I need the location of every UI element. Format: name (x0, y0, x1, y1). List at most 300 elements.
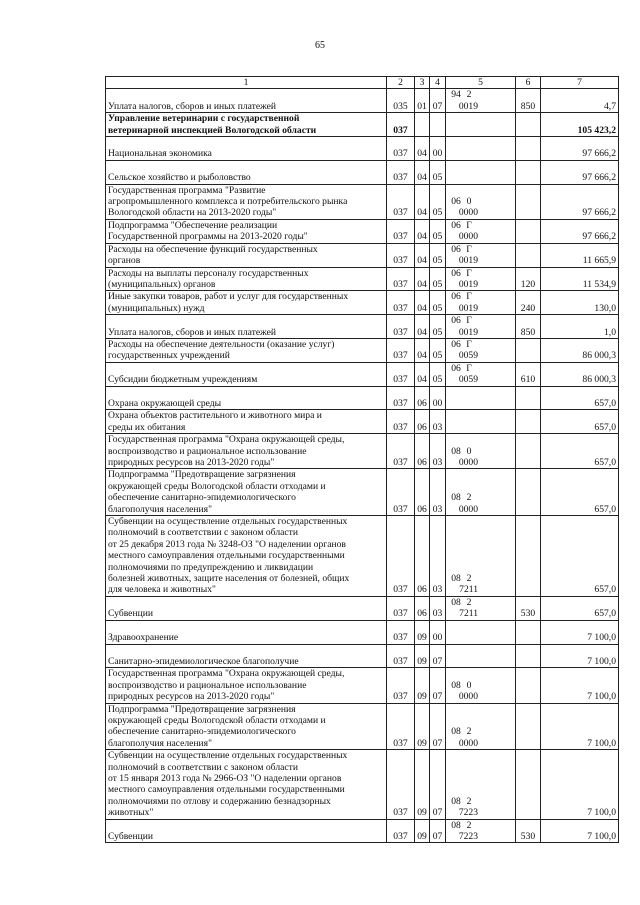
row-name (106, 160, 387, 184)
table-row (106, 410, 619, 434)
row-name-line: Охрана окружающей среды (108, 397, 222, 409)
row-name-line: Уплата налогов, сборов и иных платежей (108, 326, 277, 338)
target-article-part: 08 (451, 726, 461, 738)
table-row (106, 469, 619, 516)
ministry-code: 037 (387, 362, 415, 386)
target-article-part: 7223 (458, 807, 478, 819)
row-name (106, 291, 387, 315)
target-article-part: 7211 (459, 608, 478, 620)
target-article-code (446, 434, 516, 469)
subsection-code: 05 (430, 219, 446, 243)
row-name-line: Субвенции (108, 608, 153, 620)
row-name-line: Субсидии бюджетным учреждениям (108, 374, 258, 386)
table-row (106, 750, 619, 819)
section-code: 06 (415, 434, 430, 469)
target-article-part: 0000 (458, 231, 478, 243)
section-code: 09 (415, 644, 430, 668)
target-article-code (446, 113, 516, 137)
ministry-code: 037 (387, 291, 415, 315)
ministry-code: 037 (387, 160, 415, 184)
row-name-line: Управление ветеринарии с государственной (108, 113, 300, 125)
table-row (106, 338, 619, 362)
row-name-line: Подпрограмма "Предотвращение загрязнения (108, 469, 296, 481)
expense-type-code (516, 410, 541, 434)
row-name (106, 620, 387, 644)
row-name (106, 219, 387, 243)
amount: 7 100,0 (541, 750, 619, 819)
target-article-part: 08 (451, 573, 461, 585)
ministry-code: 037 (387, 434, 415, 469)
expense-type-code: 240 (516, 291, 541, 315)
row-name-line: обеспечение санитарно-эпидемиологического (108, 492, 296, 504)
amount: 97 666,2 (541, 137, 619, 161)
target-article-part: 06 (451, 243, 461, 255)
row-name-line: полномочий в соответствии с законом области (108, 761, 298, 773)
expense-type-code: 850 (516, 315, 541, 339)
table-row (106, 362, 619, 386)
ministry-code: 037 (387, 315, 415, 339)
expense-type-code (516, 184, 541, 219)
section-code: 01 (415, 89, 430, 113)
column-header: 1 (106, 77, 387, 89)
row-name-line: органов (108, 255, 141, 267)
row-name-line: (муниципальных) органов (108, 278, 216, 290)
row-name (106, 113, 387, 137)
subsection-code: 03 (430, 434, 446, 469)
expense-type-code (516, 516, 541, 597)
column-header: 5 (446, 77, 516, 89)
target-article-part: 2 (466, 573, 472, 585)
expense-type-code: 120 (516, 267, 541, 291)
amount: 97 666,2 (541, 160, 619, 184)
row-name-line: агропромышленного комплекса и потребительского рынка (108, 196, 348, 208)
target-article-part: 0019 (458, 302, 478, 314)
subsection-code: 07 (430, 819, 446, 843)
row-name-line: местного самоуправления отдельными государственными (108, 550, 345, 562)
row-name-line: Сельское хозяйство и рыболовство (108, 172, 251, 184)
target-article-part: 94 (451, 89, 461, 101)
row-name-line: Государственная программа "Охрана окружающей среды, (108, 668, 345, 680)
ministry-code: 037 (387, 668, 415, 703)
row-name (106, 386, 387, 410)
amount: 7 100,0 (541, 819, 619, 843)
section-code: 04 (415, 291, 430, 315)
row-name-line: Субвенции на осуществление отдельных государственных (108, 516, 348, 528)
amount: 11 665,9 (541, 243, 619, 267)
ministry-code: 037 (387, 410, 415, 434)
target-article-code (446, 89, 516, 113)
column-header: 2 (387, 77, 415, 89)
ministry-code: 037 (387, 137, 415, 161)
ministry-code: 037 (387, 703, 415, 750)
row-name-line: окружающей среды Вологодской области отходами и (108, 714, 326, 726)
target-article-part: 0 (466, 196, 472, 208)
row-name (106, 243, 387, 267)
row-name-line: Субвенции (108, 831, 153, 842)
amount: 7 100,0 (541, 644, 619, 668)
amount: 86 000,3 (541, 362, 619, 386)
expense-type-code (516, 644, 541, 668)
row-name-line: полномочиями по предупреждению и ликвидации (108, 561, 314, 573)
section-code: 04 (415, 315, 430, 339)
expense-type-code: 530 (516, 596, 541, 620)
subsection-code (430, 113, 446, 137)
subsection-code: 05 (430, 291, 446, 315)
row-name-line: воспроизводство и рациональное использование (108, 445, 307, 457)
amount: 657,0 (541, 596, 619, 620)
amount: 1,0 (541, 315, 619, 339)
target-article-part: 2 (466, 89, 472, 101)
target-article-code (446, 315, 516, 339)
row-name (106, 362, 387, 386)
target-article-part: 0059 (458, 350, 478, 362)
subsection-code: 05 (430, 184, 446, 219)
column-header: 3 (415, 77, 430, 89)
column-header: 4 (430, 77, 446, 89)
row-name-line: Охрана объектов растительного и животного мира и (108, 410, 322, 422)
row-name-line: Национальная экономика (108, 148, 212, 160)
target-article-part: 08 (451, 795, 461, 807)
expense-type-code: 610 (516, 362, 541, 386)
row-name-line: Государственной программы на 2013-2020 годы" (108, 231, 308, 243)
expense-type-code (516, 113, 541, 137)
target-article-part: 2 (466, 795, 472, 807)
section-code: 04 (415, 267, 430, 291)
ministry-code: 037 (387, 184, 415, 219)
table-header (106, 77, 619, 89)
subsection-code: 00 (430, 620, 446, 644)
row-name-line: Вологодской области на 2013-2020 годы" (108, 207, 277, 219)
amount: 7 100,0 (541, 703, 619, 750)
expense-type-code (516, 338, 541, 362)
row-name-line: природных ресурсов на 2013-2020 годы" (108, 457, 275, 468)
target-article-part: 08 (451, 492, 461, 504)
subsection-code: 05 (430, 267, 446, 291)
row-name (106, 750, 387, 819)
subsection-code: 00 (430, 137, 446, 161)
row-name-line: Иные закупки товаров, работ и услуг для государственных (108, 291, 349, 303)
target-article-part: 2 (466, 596, 472, 608)
ministry-code: 037 (387, 596, 415, 620)
section-code: 09 (415, 750, 430, 819)
target-article-part: 06 (451, 291, 461, 303)
table-row (106, 819, 619, 843)
target-article-code (446, 267, 516, 291)
table-row (106, 184, 619, 219)
row-name-line: благополучия населения" (108, 737, 213, 749)
target-article-part: 2 (466, 726, 472, 738)
ministry-code: 037 (387, 219, 415, 243)
row-name (106, 703, 387, 750)
row-name-line: природных ресурсов на 2013-2020 годы" (108, 691, 275, 703)
row-name-line: животных" (108, 807, 154, 819)
ministry-code: 037 (387, 469, 415, 516)
table-row (106, 219, 619, 243)
amount: 7 100,0 (541, 668, 619, 703)
row-name-line: болезней животных, защите населения от болезней, общих (108, 573, 350, 585)
target-article-code (446, 410, 516, 434)
row-name-line: ветеринарной инспекцией Вологодской области (108, 124, 317, 136)
row-name (106, 315, 387, 339)
table-row (106, 703, 619, 750)
row-name-line: Подпрограмма "Предотвращение загрязнения (108, 703, 296, 715)
amount: 7 100,0 (541, 620, 619, 644)
row-name-line: среды их обитания (108, 421, 186, 433)
row-name-line: от 15 января 2013 года № 2966-ОЗ "О наделении органов (108, 772, 342, 784)
amount: 97 666,2 (541, 219, 619, 243)
row-name (106, 434, 387, 469)
amount: 657,0 (541, 410, 619, 434)
target-article-code (446, 750, 516, 819)
row-name-line: для человека и животных" (108, 584, 216, 596)
table-row (106, 243, 619, 267)
target-article-code (446, 160, 516, 184)
table-row (106, 160, 619, 184)
row-name-line: полномочиями по отлову и содержанию безнадзорных (108, 795, 331, 807)
row-name-line: благополучия населения" (108, 503, 213, 515)
section-code: 06 (415, 410, 430, 434)
target-article-code (446, 219, 516, 243)
table-row (106, 267, 619, 291)
amount: 105 423,2 (541, 113, 619, 137)
amount: 4,7 (541, 89, 619, 113)
subsection-code: 03 (430, 596, 446, 620)
row-name-line: Государственная программа "Развитие (108, 184, 266, 196)
target-article-part: 06 (451, 315, 461, 327)
column-header: 6 (516, 77, 541, 89)
target-article-part: 06 (451, 196, 461, 208)
row-name (106, 644, 387, 668)
table-row (106, 620, 619, 644)
section-code: 04 (415, 184, 430, 219)
expense-type-code (516, 386, 541, 410)
section-code: 04 (415, 137, 430, 161)
target-article-part: 7211 (459, 584, 478, 596)
row-name (106, 668, 387, 703)
target-article-part: 0000 (458, 457, 478, 468)
target-article-code (446, 291, 516, 315)
amount: 86 000,3 (541, 338, 619, 362)
expense-type-code (516, 434, 541, 469)
subsection-code: 05 (430, 362, 446, 386)
ministry-code: 037 (387, 516, 415, 597)
row-name-line: полномочий в соответствии с законом области (108, 527, 298, 539)
section-code: 09 (415, 668, 430, 703)
table-row (106, 315, 619, 339)
target-article-code (446, 516, 516, 597)
ministry-code: 037 (387, 267, 415, 291)
expense-type-code (516, 219, 541, 243)
target-article-part: 0019 (458, 278, 478, 290)
expense-type-code (516, 243, 541, 267)
section-code: 04 (415, 338, 430, 362)
amount: 97 666,2 (541, 184, 619, 219)
ministry-code: 037 (387, 386, 415, 410)
section-code: 09 (415, 819, 430, 843)
target-article-part: 0 (466, 445, 472, 457)
subsection-code: 05 (430, 338, 446, 362)
row-name (106, 89, 387, 113)
table-row (106, 644, 619, 668)
budget-table (105, 76, 619, 843)
page-number: 65 (315, 40, 325, 51)
target-article-part: 2 (466, 819, 472, 831)
target-article-code (446, 243, 516, 267)
target-article-part: Г (466, 362, 472, 374)
subsection-code: 05 (430, 243, 446, 267)
target-article-part: Г (466, 338, 472, 350)
table-row (106, 113, 619, 137)
subsection-code: 00 (430, 386, 446, 410)
row-name-line: Расходы на выплаты персоналу государственных (108, 267, 309, 279)
row-name-line: (муниципальных) нужд (108, 302, 205, 314)
expense-type-code (516, 750, 541, 819)
section-code: 06 (415, 386, 430, 410)
table-row (106, 434, 619, 469)
target-article-part: 0019 (458, 255, 478, 267)
expense-type-code (516, 703, 541, 750)
section-code: 09 (415, 620, 430, 644)
expense-type-code (516, 160, 541, 184)
subsection-code: 03 (430, 469, 446, 516)
target-article-part: Г (466, 243, 472, 255)
expense-type-code (516, 137, 541, 161)
table-body (106, 89, 619, 843)
subsection-code: 07 (430, 89, 446, 113)
ministry-code: 037 (387, 644, 415, 668)
subsection-code: 03 (430, 516, 446, 597)
row-name-line: Подпрограмма "Обеспечение реализации (108, 219, 278, 231)
row-name (106, 819, 387, 843)
subsection-code: 03 (430, 410, 446, 434)
section-code: 04 (415, 160, 430, 184)
row-name-line: Уплата налогов, сборов и иных платежей (108, 100, 277, 112)
row-name-line: от 25 декабря 2013 года № 3248-ОЗ "О наделении органов (108, 538, 346, 550)
row-name (106, 596, 387, 620)
target-article-code (446, 703, 516, 750)
amount: 657,0 (541, 386, 619, 410)
subsection-code: 07 (430, 668, 446, 703)
target-article-code (446, 137, 516, 161)
target-article-part: 0000 (458, 737, 478, 749)
ministry-code: 037 (387, 243, 415, 267)
table-row (106, 516, 619, 597)
row-name (106, 137, 387, 161)
row-name (106, 410, 387, 434)
row-name-line: Государственная программа "Охрана окружающей среды, (108, 434, 345, 446)
target-article-part: 0059 (458, 374, 478, 386)
target-article-part: 0 (466, 679, 472, 691)
row-name-line: Здравоохранение (108, 632, 179, 644)
column-header: 7 (541, 77, 619, 89)
ministry-code: 035 (387, 89, 415, 113)
target-article-part: 06 (451, 362, 461, 374)
target-article-code (446, 469, 516, 516)
row-name-line: Субвенции на осуществление отдельных государственных (108, 750, 348, 762)
row-name (106, 338, 387, 362)
section-code (415, 113, 430, 137)
table-row (106, 668, 619, 703)
amount: 657,0 (541, 434, 619, 469)
target-article-part: 0019 (458, 100, 478, 112)
target-article-part: 0000 (458, 691, 478, 703)
target-article-part: 08 (451, 819, 461, 831)
target-article-part: Г (466, 291, 472, 303)
header-row (106, 77, 619, 89)
subsection-code: 07 (430, 644, 446, 668)
row-name-line: воспроизводство и рациональное использование (108, 679, 307, 691)
section-code: 06 (415, 596, 430, 620)
target-article-code (446, 338, 516, 362)
section-code: 04 (415, 219, 430, 243)
section-code: 06 (415, 469, 430, 516)
expense-type-code (516, 469, 541, 516)
target-article-code (446, 620, 516, 644)
row-name-line: Санитарно-эпидемиологическое благополучие (108, 655, 299, 667)
table-row (106, 137, 619, 161)
table-row (106, 386, 619, 410)
row-name (106, 516, 387, 597)
target-article-part: Г (466, 267, 472, 279)
ministry-code: 037 (387, 620, 415, 644)
row-name (106, 184, 387, 219)
target-article-code (446, 362, 516, 386)
target-article-code (446, 819, 516, 843)
row-name-line: окружающей среды Вологодской области отходами и (108, 480, 326, 492)
target-article-code (446, 386, 516, 410)
target-article-code (446, 668, 516, 703)
target-article-part: 06 (451, 219, 461, 231)
target-article-part: 06 (451, 267, 461, 279)
row-name-line: Расходы на обеспечение функций государственных (108, 243, 318, 255)
section-code: 09 (415, 703, 430, 750)
target-article-part: 0000 (458, 207, 478, 219)
row-name-line: обеспечение санитарно-эпидемиологического (108, 726, 296, 738)
ministry-code: 037 (387, 750, 415, 819)
table-row (106, 89, 619, 113)
target-article-part: 0019 (458, 326, 478, 338)
amount: 11 534,9 (541, 267, 619, 291)
amount: 130,0 (541, 291, 619, 315)
amount: 657,0 (541, 469, 619, 516)
row-name-line: государственных учреждений (108, 350, 230, 362)
amount: 657,0 (541, 516, 619, 597)
expense-type-code (516, 620, 541, 644)
ministry-code: 037 (387, 819, 415, 843)
target-article-code (446, 184, 516, 219)
expense-type-code (516, 668, 541, 703)
subsection-code: 07 (430, 703, 446, 750)
target-article-code (446, 644, 516, 668)
row-name (106, 267, 387, 291)
subsection-code: 07 (430, 750, 446, 819)
target-article-part: 08 (451, 445, 461, 457)
subsection-code: 05 (430, 160, 446, 184)
section-code: 06 (415, 516, 430, 597)
target-article-part: 06 (451, 338, 461, 350)
row-name (106, 469, 387, 516)
target-article-part: Г (466, 219, 472, 231)
table-row (106, 291, 619, 315)
expense-type-code: 530 (516, 819, 541, 843)
target-article-part: 7223 (458, 831, 478, 842)
target-article-part: Г (466, 315, 472, 327)
table-row (106, 596, 619, 620)
ministry-code: 037 (387, 338, 415, 362)
subsection-code: 05 (430, 315, 446, 339)
target-article-part: 08 (451, 596, 461, 608)
row-name-line: Расходы на обеспечение деятельности (оказание услуг) (108, 338, 335, 350)
